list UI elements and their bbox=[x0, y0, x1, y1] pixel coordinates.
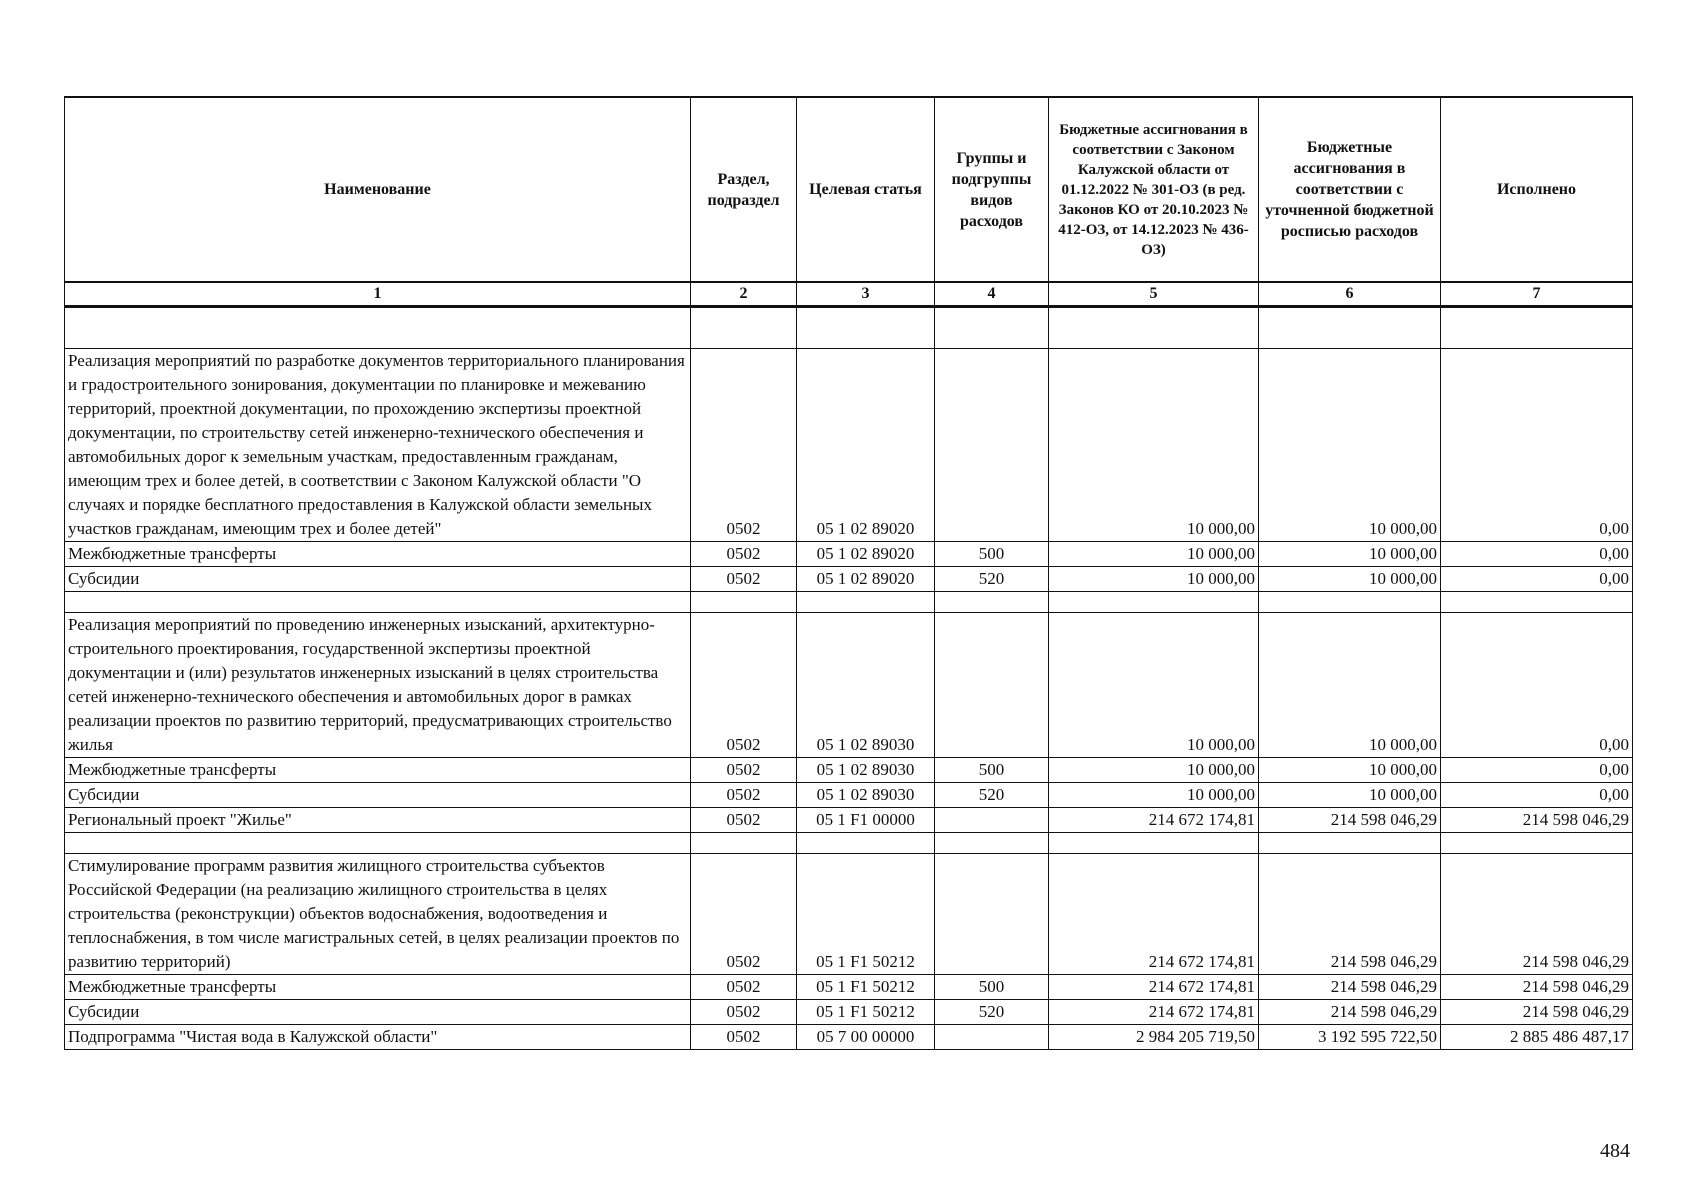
spacer-cell bbox=[1259, 833, 1441, 854]
spacer-cell bbox=[1441, 328, 1633, 349]
row-law-allocation: 10 000,00 bbox=[1049, 783, 1259, 808]
row-law-allocation: 10 000,00 bbox=[1049, 613, 1259, 758]
row-group: 500 bbox=[935, 542, 1049, 567]
row-law-allocation: 10 000,00 bbox=[1049, 349, 1259, 542]
spacer-cell bbox=[935, 592, 1049, 613]
row-article: 05 7 00 00000 bbox=[797, 1025, 935, 1050]
column-number: 2 bbox=[691, 282, 797, 307]
spacer-cell bbox=[1049, 307, 1259, 329]
row-group: 500 bbox=[935, 975, 1049, 1000]
row-section: 0502 bbox=[691, 349, 797, 542]
row-executed: 0,00 bbox=[1441, 542, 1633, 567]
row-name: Субсидии bbox=[65, 1000, 691, 1025]
spacer-cell bbox=[797, 328, 935, 349]
table-row bbox=[65, 854, 1633, 975]
row-name: Межбюджетные трансферты bbox=[65, 542, 691, 567]
budget-table-container bbox=[64, 96, 1632, 1050]
row-section: 0502 bbox=[691, 758, 797, 783]
row-name: Подпрограмма "Чистая вода в Калужской области" bbox=[65, 1025, 691, 1050]
row-group: 520 bbox=[935, 783, 1049, 808]
row-plan-allocation: 214 598 046,29 bbox=[1259, 975, 1441, 1000]
row-article: 05 1 F1 50212 bbox=[797, 1000, 935, 1025]
spacer-cell bbox=[65, 307, 691, 329]
row-name: Региональный проект "Жилье" bbox=[65, 808, 691, 833]
spacer-cell bbox=[797, 307, 935, 329]
row-article: 05 1 F1 00000 bbox=[797, 808, 935, 833]
row-section: 0502 bbox=[691, 975, 797, 1000]
row-article: 05 1 02 89030 bbox=[797, 613, 935, 758]
spacer-cell bbox=[1441, 307, 1633, 329]
row-plan-allocation: 214 598 046,29 bbox=[1259, 1000, 1441, 1025]
row-section: 0502 bbox=[691, 1000, 797, 1025]
column-number: 4 bbox=[935, 282, 1049, 307]
row-executed: 2 885 486 487,17 bbox=[1441, 1025, 1633, 1050]
table-row bbox=[65, 808, 1633, 833]
row-plan-allocation: 10 000,00 bbox=[1259, 349, 1441, 542]
table-row bbox=[65, 783, 1633, 808]
row-article: 05 1 02 89020 bbox=[797, 542, 935, 567]
row-article: 05 1 F1 50212 bbox=[797, 975, 935, 1000]
spacer-row bbox=[65, 592, 1633, 613]
spacer-cell bbox=[797, 592, 935, 613]
header-row bbox=[65, 97, 1633, 282]
row-law-allocation: 214 672 174,81 bbox=[1049, 975, 1259, 1000]
row-plan-allocation: 10 000,00 bbox=[1259, 783, 1441, 808]
row-plan-allocation: 10 000,00 bbox=[1259, 542, 1441, 567]
table-row bbox=[65, 613, 1633, 758]
spacer-cell bbox=[1259, 328, 1441, 349]
row-law-allocation: 10 000,00 bbox=[1049, 758, 1259, 783]
header-executed: Исполнено bbox=[1441, 97, 1633, 282]
row-group bbox=[935, 613, 1049, 758]
spacer-cell bbox=[691, 307, 797, 329]
row-executed: 0,00 bbox=[1441, 567, 1633, 592]
spacer-cell bbox=[935, 833, 1049, 854]
row-law-allocation: 214 672 174,81 bbox=[1049, 854, 1259, 975]
row-executed: 0,00 bbox=[1441, 349, 1633, 542]
row-name: Реализация мероприятий по разработке документов территориального планирования и градостроительного зонирования, документации по планировке и межеванию территорий, проектной документации, по прохождению экспертизы проектной документации, по строительству сетей инженерно-технического обеспечения и автомобильных дорог к земельным участкам, предоставленным гражданам, имеющим трех и более детей, в соответствии с Законом Калужской области "О случаях и порядке бесплатного предоставления в Калужской области земельных участков гражданам, имеющим трех и более детей" bbox=[65, 349, 691, 542]
spacer-row bbox=[65, 307, 1633, 329]
row-executed: 214 598 046,29 bbox=[1441, 854, 1633, 975]
spacer-cell bbox=[935, 307, 1049, 329]
row-plan-allocation: 10 000,00 bbox=[1259, 567, 1441, 592]
spacer-cell bbox=[65, 833, 691, 854]
spacer-cell bbox=[1259, 592, 1441, 613]
table-row bbox=[65, 1025, 1633, 1050]
row-section: 0502 bbox=[691, 567, 797, 592]
row-group bbox=[935, 808, 1049, 833]
spacer-cell bbox=[691, 592, 797, 613]
column-number: 7 bbox=[1441, 282, 1633, 307]
table-row bbox=[65, 1000, 1633, 1025]
header-group: Группы и подгруппы видов расходов bbox=[935, 97, 1049, 282]
row-plan-allocation: 10 000,00 bbox=[1259, 613, 1441, 758]
row-executed: 0,00 bbox=[1441, 758, 1633, 783]
row-plan-allocation: 3 192 595 722,50 bbox=[1259, 1025, 1441, 1050]
spacer-cell bbox=[691, 328, 797, 349]
spacer-cell bbox=[1259, 307, 1441, 329]
column-number: 1 bbox=[65, 282, 691, 307]
table-row bbox=[65, 567, 1633, 592]
header-name: Наименование bbox=[65, 97, 691, 282]
row-name: Реализация мероприятий по проведению инженерных изысканий, архитектурно-строительного проектирования, государственной экспертизы проектной документации и (или) результатов инженерных изысканий в целях строительства сетей инженерно-технического обеспечения и автомобильных дорог в рамках реализации проектов по развитию территорий, предусматривающих строительство жилья bbox=[65, 613, 691, 758]
spacer-cell bbox=[1441, 592, 1633, 613]
header-article: Целевая статья bbox=[797, 97, 935, 282]
row-group bbox=[935, 349, 1049, 542]
row-executed: 214 598 046,29 bbox=[1441, 808, 1633, 833]
column-number: 3 bbox=[797, 282, 935, 307]
row-executed: 214 598 046,29 bbox=[1441, 975, 1633, 1000]
budget-table bbox=[64, 96, 1633, 1050]
row-section: 0502 bbox=[691, 854, 797, 975]
row-article: 05 1 02 89030 bbox=[797, 783, 935, 808]
spacer-cell bbox=[1049, 833, 1259, 854]
row-article: 05 1 02 89030 bbox=[797, 758, 935, 783]
row-article: 05 1 02 89020 bbox=[797, 567, 935, 592]
spacer-cell bbox=[935, 328, 1049, 349]
row-name: Стимулирование программ развития жилищного строительства субъектов Российской Федерации (на реализацию жилищного строительства в целях строительства (реконструкции) объектов водоснабжения, водоотведения и теплоснабжения, в том числе магистральных сетей, в целях реализации проектов по развитию территорий) bbox=[65, 854, 691, 975]
spacer-cell bbox=[1049, 592, 1259, 613]
row-group bbox=[935, 1025, 1049, 1050]
row-plan-allocation: 10 000,00 bbox=[1259, 758, 1441, 783]
row-section: 0502 bbox=[691, 783, 797, 808]
table-row bbox=[65, 758, 1633, 783]
row-executed: 0,00 bbox=[1441, 613, 1633, 758]
header-law-allocations: Бюджетные ассигнования в соответствии с Законом Калужской области от 01.12.2022 № 301-ОЗ (в ред. Законов КО от 20.10.2023 № 412-ОЗ, от 14.12.2023 № 436-ОЗ) bbox=[1049, 97, 1259, 282]
spacer-cell bbox=[1441, 833, 1633, 854]
column-number-row bbox=[65, 282, 1633, 307]
row-group: 520 bbox=[935, 1000, 1049, 1025]
row-plan-allocation: 214 598 046,29 bbox=[1259, 808, 1441, 833]
spacer-cell bbox=[65, 328, 691, 349]
row-group: 520 bbox=[935, 567, 1049, 592]
row-name: Субсидии bbox=[65, 783, 691, 808]
row-group bbox=[935, 854, 1049, 975]
spacer-cell bbox=[691, 833, 797, 854]
spacer-cell bbox=[1049, 328, 1259, 349]
column-number: 6 bbox=[1259, 282, 1441, 307]
row-law-allocation: 214 672 174,81 bbox=[1049, 1000, 1259, 1025]
row-executed: 214 598 046,29 bbox=[1441, 1000, 1633, 1025]
row-section: 0502 bbox=[691, 808, 797, 833]
row-article: 05 1 F1 50212 bbox=[797, 854, 935, 975]
header-section: Раздел, подраздел bbox=[691, 97, 797, 282]
row-law-allocation: 10 000,00 bbox=[1049, 542, 1259, 567]
header-plan-allocations: Бюджетные ассигнования в соответствии с уточненной бюджетной росписью расходов bbox=[1259, 97, 1441, 282]
row-section: 0502 bbox=[691, 1025, 797, 1050]
row-executed: 0,00 bbox=[1441, 783, 1633, 808]
row-plan-allocation: 214 598 046,29 bbox=[1259, 854, 1441, 975]
row-section: 0502 bbox=[691, 613, 797, 758]
page-number: 484 bbox=[1600, 1140, 1630, 1162]
row-name: Межбюджетные трансферты bbox=[65, 975, 691, 1000]
row-name: Межбюджетные трансферты bbox=[65, 758, 691, 783]
table-row bbox=[65, 349, 1633, 542]
row-group: 500 bbox=[935, 758, 1049, 783]
row-article: 05 1 02 89020 bbox=[797, 349, 935, 542]
row-law-allocation: 2 984 205 719,50 bbox=[1049, 1025, 1259, 1050]
row-section: 0502 bbox=[691, 542, 797, 567]
table-body bbox=[65, 307, 1633, 1050]
row-law-allocation: 10 000,00 bbox=[1049, 567, 1259, 592]
spacer-cell bbox=[65, 592, 691, 613]
row-law-allocation: 214 672 174,81 bbox=[1049, 808, 1259, 833]
spacer-row bbox=[65, 833, 1633, 854]
table-row bbox=[65, 975, 1633, 1000]
spacer-row bbox=[65, 328, 1633, 349]
row-name: Субсидии bbox=[65, 567, 691, 592]
spacer-cell bbox=[797, 833, 935, 854]
column-number: 5 bbox=[1049, 282, 1259, 307]
table-row bbox=[65, 542, 1633, 567]
